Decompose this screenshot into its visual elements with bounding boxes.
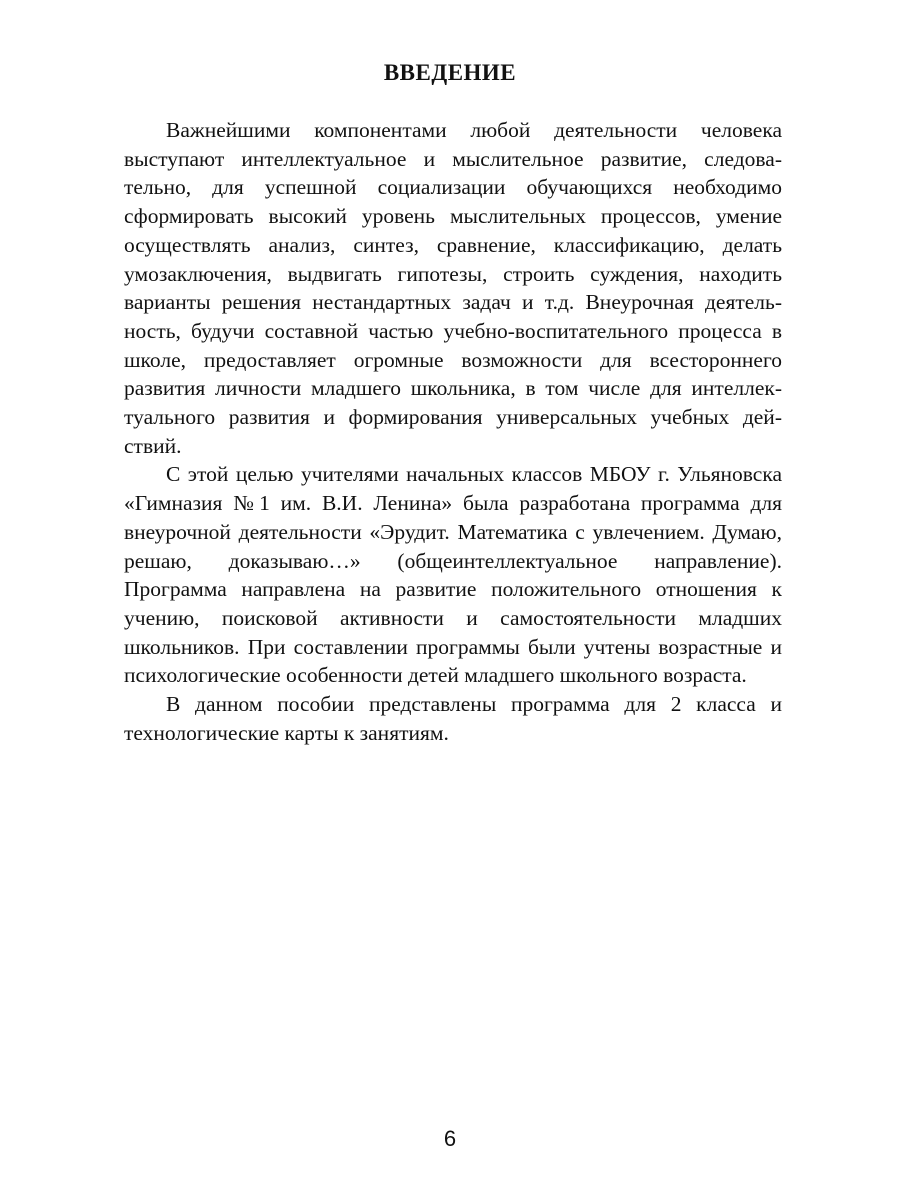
body-text (124, 116, 782, 747)
paragraph-1: Важнейшими компонентами любой деятельности человека выступают интеллектуальное и мыслительное развитие, следовательно, для успешной социализации обучающихся необходимо сформировать высокий уровень мыслительных процессов, умение осуществлять анализ, синтез, сравнение, классификацию, делать умозаключения, выдвигать гипотезы, строить суждения, находить варианты решения нестандартных задач и т.д. Внеурочная деятельность, будучи составной частью учебно-воспитательного процесса в школе, предоставляет огромные возможности для всестороннего развития личности младшего школьника, в том числе для интеллектуального развития и формирования универсальных учебных действий. (124, 118, 782, 458)
paragraph-3: В данном пособии представлены программа для 2 класса и технологические карты к занятиям. (124, 692, 782, 745)
page-number: 6 (443, 1126, 457, 1151)
page-title: ВВЕДЕНИЕ (383, 60, 517, 85)
paragraph-2: С этой целью учителями начальных классов МБОУ г. Ульяновска «Гимназия №1 им. В.И. Ленина» была разработана программа для внеурочной деятельности «Эрудит. Математика с увлечением. Думаю, решаю, доказываю…» (общеинтеллектуальное направление). Программа направлена на развитие положительного отношения к учению, поисковой активности и самостоятельности младших школьников. При составлении программы были учтены возрастные и психологические особенности детей младшего школьного возраста. (124, 462, 782, 688)
